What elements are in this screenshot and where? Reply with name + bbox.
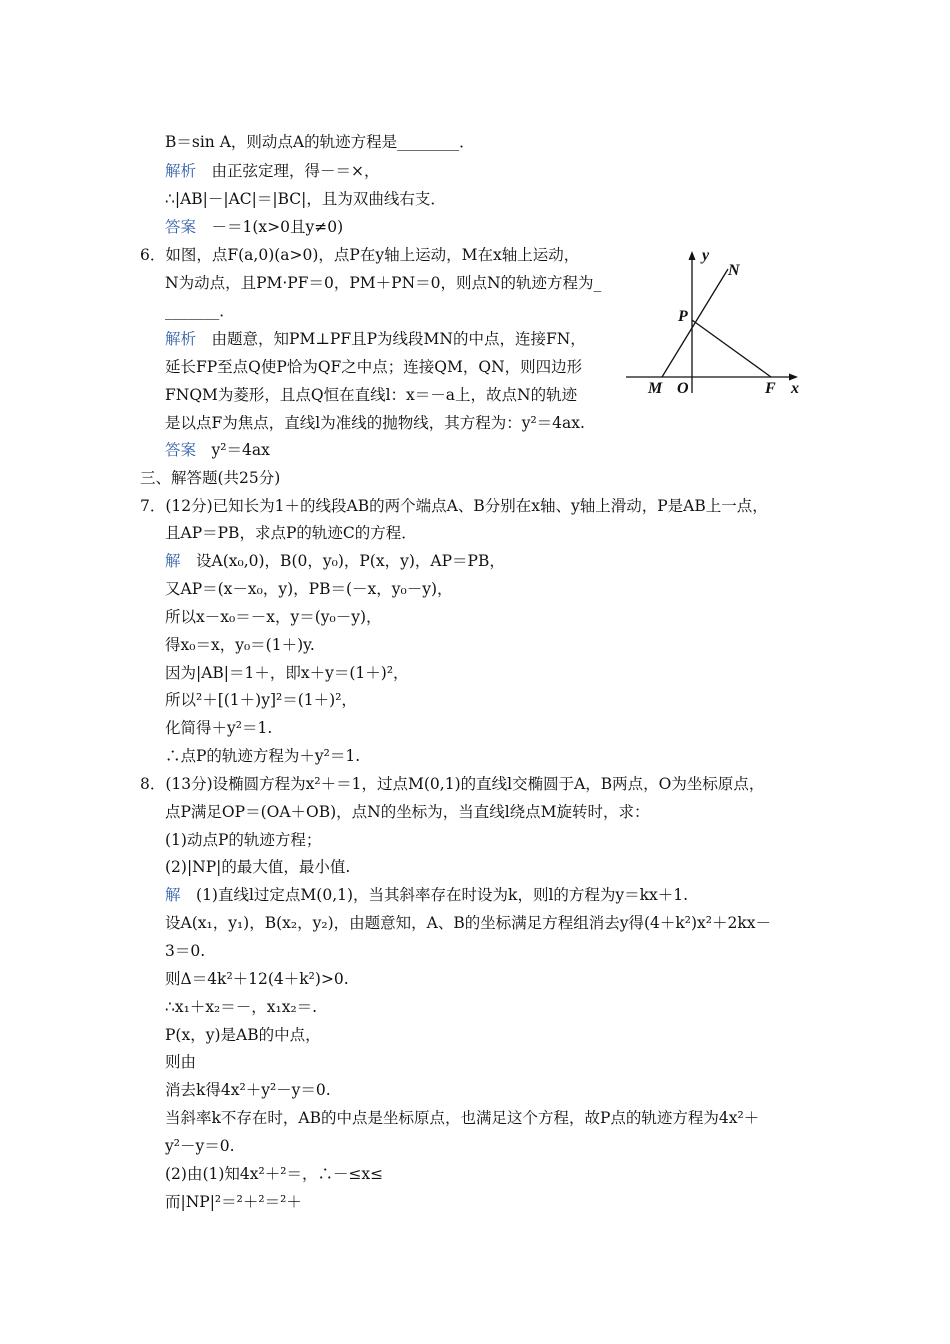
line-text: _______． xyxy=(165,302,235,320)
line-text: N为动点，且PM·PF＝0，PM＋PN＝0，则点N的轨迹方程为_ xyxy=(165,274,602,292)
solution-tag: 解 xyxy=(165,886,181,904)
line-text: 是以点F为焦点，直线l为准线的抛物线，其方程为：y²＝4ax. xyxy=(165,414,585,432)
label-x: x xyxy=(791,380,799,397)
line-text: 延长FP至点Q使P恰为QF之中点；连接QM，QN，则四边形 xyxy=(165,358,583,376)
line-text: 8．(13分)设椭圆方程为x²＋＝1，过点M(0,1)的直线l交椭圆于A，B两点，O为坐标原点， xyxy=(140,775,765,793)
line-text: 由正弦定理，得－＝×， xyxy=(196,162,380,180)
line-text: ∴x₁＋x₂＝－，x₁x₂＝. xyxy=(165,998,318,1016)
line-text: 化简得＋y²＝1. xyxy=(165,719,273,737)
line-text: 而|NP|²＝²＋²＝²＋ xyxy=(165,1193,302,1211)
segment-MN xyxy=(662,269,728,377)
text-line xyxy=(165,357,582,377)
solution-tag: 解 xyxy=(165,552,181,570)
text-line xyxy=(140,774,764,794)
line-text: P(x，y)是AB的中点， xyxy=(165,1026,321,1044)
text-line xyxy=(140,245,579,265)
line-text: FNQM为菱形，且点Q恒在直线l：x＝－a上，故点N的轨迹 xyxy=(165,386,578,404)
text-line xyxy=(165,1025,321,1045)
text-line xyxy=(165,635,315,655)
text-line xyxy=(165,885,688,905)
text-line xyxy=(165,1192,302,1212)
line-text: B＝sin A，则动点A的轨迹方程是________． xyxy=(165,133,475,151)
line-text: (2)由(1)知4x²＋²＝，∴－≤x≤ xyxy=(165,1165,384,1183)
line-text: 则由 xyxy=(165,1053,197,1071)
line-text: 则Δ＝4k²＋12(4＋k²)>0. xyxy=(165,970,349,988)
line-text: 因为|AB|＝1＋，即x＋y＝(1＋)²， xyxy=(165,664,409,682)
text-line xyxy=(165,802,650,822)
line-text: 消去k得4x²＋y²－y＝0. xyxy=(165,1081,331,1099)
text-line xyxy=(165,1052,196,1072)
label-O: O xyxy=(677,380,689,397)
text-line xyxy=(165,913,771,933)
line-text: (2)|NP|的最大值，最小值. xyxy=(165,858,351,876)
text-line xyxy=(165,969,349,989)
text-line xyxy=(165,1080,331,1100)
text-line xyxy=(165,1164,383,1184)
text-line xyxy=(165,1136,235,1156)
line-text: 3＝0. xyxy=(165,942,206,960)
line-text: ∴|AB|－|AC|＝|BC|，且为双曲线右支． xyxy=(165,190,446,208)
line-text: 6．如图，点F(a,0)(a>0)，点P在y轴上运动，M在x轴上运动， xyxy=(140,246,580,264)
line-text: y²－y＝0. xyxy=(165,1137,235,1155)
text-line xyxy=(165,385,577,405)
text-line xyxy=(165,413,585,433)
text-line xyxy=(165,746,360,766)
line-text: 得x₀＝x，y₀＝(1＋)y. xyxy=(165,636,315,654)
line-text: 点P满足OP＝(OA＋OB)，点N的坐标为，当直线l绕点M旋转时，求： xyxy=(165,803,650,821)
line-text: 由题意，知PM⊥PF且P为线段MN的中点，连接FN， xyxy=(196,330,586,348)
text-line xyxy=(165,440,270,460)
line-text: 当斜率k不存在时，AB的中点是坐标原点，也满足这个方程，故P点的轨迹方程为4x²＋ xyxy=(165,1109,760,1127)
text-line xyxy=(165,273,601,293)
line-text: (1)直线l过定点M(0,1)，当其斜率存在时设为k，则l的方程为y＝kx＋1. xyxy=(180,886,689,904)
line-text: 三、解答题(共25分) xyxy=(140,469,281,487)
label-N: N xyxy=(728,262,740,279)
solution-tag: 解析 xyxy=(165,162,197,180)
label-P: P xyxy=(678,308,688,325)
line-text: 且AP＝PB，求点P的轨迹C的方程． xyxy=(165,524,417,542)
text-line xyxy=(165,329,586,349)
line-text: 所以x－x₀＝－x，y＝(y₀－y)， xyxy=(165,608,382,626)
text-line xyxy=(165,607,382,627)
line-text: 所以²＋[(1＋)y]²＝(1＋)²， xyxy=(165,691,357,709)
line-text: 又AP＝(x－x₀，y)，PB＝(－x，y₀－y)， xyxy=(165,580,453,598)
text-line xyxy=(165,301,235,321)
text-line xyxy=(165,579,453,599)
text-line xyxy=(165,997,317,1017)
solution-tag: 答案 xyxy=(165,218,197,236)
geometry-figure xyxy=(620,243,810,403)
text-line xyxy=(165,551,505,571)
text-line xyxy=(165,132,475,152)
label-M: M xyxy=(648,380,663,397)
line-text: 设A(x₀,0)，B(0，y₀)，P(x，y)，AP＝PB， xyxy=(180,552,505,570)
text-line xyxy=(165,857,350,877)
line-text: 设A(x₁，y₁)，B(x₂，y₂)，由题意知，A、B的坐标满足方程组消去y得(4＋k²)x²＋2kx－ xyxy=(165,914,771,932)
text-line xyxy=(165,189,446,209)
text-line xyxy=(165,161,380,181)
label-y: y xyxy=(702,247,710,264)
text-line xyxy=(165,1108,759,1128)
text-line xyxy=(140,496,768,516)
text-line xyxy=(165,217,343,237)
text-line xyxy=(165,523,417,543)
line-text: －＝1(x>0且y≠0) xyxy=(196,218,344,236)
text-line xyxy=(165,718,272,738)
segment-PF xyxy=(692,320,771,377)
text-line xyxy=(165,663,409,683)
text-line xyxy=(165,941,205,961)
text-line xyxy=(140,468,280,488)
y-axis-arrow xyxy=(689,251,696,260)
solution-tag: 解析 xyxy=(165,330,197,348)
solution-tag: 答案 xyxy=(165,441,197,459)
label-F: F xyxy=(765,380,776,397)
text-line xyxy=(165,690,357,710)
line-text: ∴点P的轨迹方程为＋y²＝1. xyxy=(165,747,361,765)
line-text: 7．(12分)已知长为1＋的线段AB的两个端点A、B分别在x轴、y轴上滑动，P是AB上一点， xyxy=(140,497,768,515)
line-text: y²＝4ax xyxy=(196,441,270,459)
line-text: (1)动点P的轨迹方程； xyxy=(165,831,322,849)
text-line xyxy=(165,830,321,850)
